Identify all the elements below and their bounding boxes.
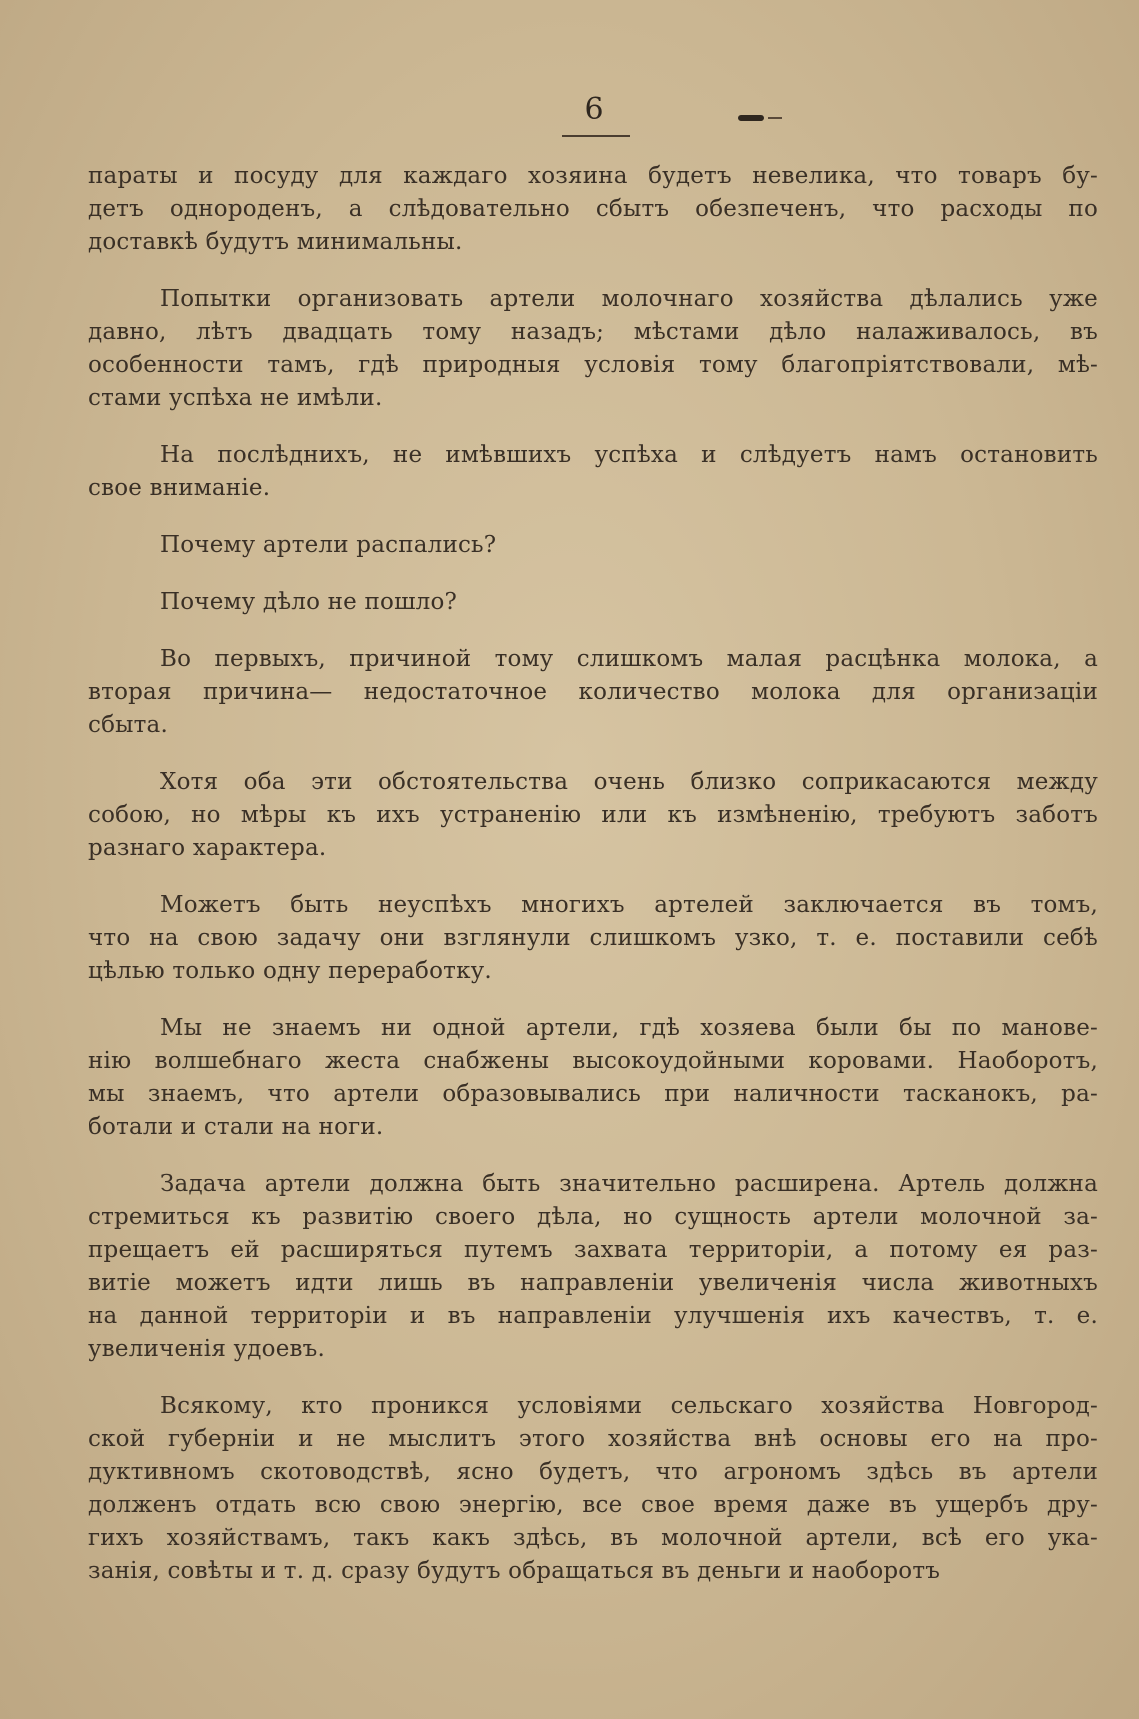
text-line: гихъ хозяйствамъ, такъ какъ здѣсь, въ молочной артели, всѣ его ука- [88, 1525, 1098, 1551]
text-line: Хотя оба эти обстоятельства очень близко соприкасаются между [160, 769, 1098, 795]
paragraph [88, 766, 1098, 865]
paragraph [88, 1012, 1098, 1144]
text-line: дуктивномъ скотоводствѣ, ясно будетъ, что агрономъ здѣсь въ артели [88, 1459, 1098, 1485]
printer-ornament-icon [738, 115, 764, 121]
paragraph [88, 586, 1098, 619]
text-line: мы знаемъ, что артели образовывались при наличности тасканокъ, ра- [88, 1081, 1098, 1107]
text-line: особенности тамъ, гдѣ природныя условія тому благопріятствовали, мѣ- [88, 352, 1098, 378]
text-line: на данной территоріи и въ направленіи улучшенія ихъ качествъ, т. е. [88, 1303, 1098, 1329]
paragraph [88, 160, 1098, 259]
text-line: параты и посуду для каждаго хозяина будетъ невелика, что товаръ бу- [88, 163, 1098, 189]
paragraph [88, 889, 1098, 988]
printer-ornament-tail [768, 117, 782, 119]
page-number: 6 [584, 92, 604, 127]
text-line: давно, лѣтъ двадцать тому назадъ; мѣстами дѣло налаживалось, въ [88, 319, 1098, 345]
text-line: свое вниманіе. [88, 475, 271, 501]
text-line: вторая причина— недостаточное количество молока для организаціи [88, 679, 1098, 705]
body-text [88, 160, 1098, 1612]
text-line: стремиться къ развитію своего дѣла, но сущность артели молочной за- [88, 1204, 1098, 1230]
text-line: сбыта. [88, 712, 168, 738]
text-line: увеличенія удоевъ. [88, 1336, 326, 1362]
text-line: ботали и стали на ноги. [88, 1114, 384, 1140]
text-line: Во первыхъ, причиной тому слишкомъ малая расцѣнка молока, а [160, 646, 1098, 672]
text-line: собою, но мѣры къ ихъ устраненію или къ измѣненію, требуютъ заботъ [88, 802, 1098, 828]
text-line: доставкѣ будутъ минимальны. [88, 229, 463, 255]
paragraph [88, 283, 1098, 415]
text-line: занія, совѣты и т. д. сразу будутъ обращаться въ деньги и наоборотъ [88, 1558, 941, 1584]
text-line: Почему дѣло не пошло? [160, 589, 458, 615]
text-line: нію волшебнаго жеста снабжены высокоудойными коровами. Наоборотъ, [88, 1048, 1098, 1074]
text-line: Всякому, кто проникся условіями сельскаго хозяйства Новгород- [160, 1393, 1098, 1419]
paragraph [88, 1168, 1098, 1366]
paragraph [88, 529, 1098, 562]
text-line: витіе можетъ идти лишь въ направленіи увеличенія числа животныхъ [88, 1270, 1098, 1296]
text-line: Задача артели должна быть значительно расширена. Артель должна [160, 1171, 1098, 1197]
page-header [0, 92, 1139, 142]
text-line: прещаетъ ей расширяться путемъ захвата территоріи, а потому ея раз- [88, 1237, 1098, 1263]
text-line: детъ однороденъ, а слѣдовательно сбытъ обезпеченъ, что расходы по [88, 196, 1098, 222]
text-line: Почему артели распались? [160, 532, 497, 558]
text-line: Мы не знаемъ ни одной артели, гдѣ хозяева были бы по манове- [160, 1015, 1098, 1041]
text-line: долженъ отдать всю свою энергію, все свое время даже въ ущербъ дру- [88, 1492, 1098, 1518]
text-line: На послѣднихъ, не имѣвшихъ успѣха и слѣдуетъ намъ остановить [160, 442, 1098, 468]
paragraph [88, 1390, 1098, 1588]
page-number-underline [562, 135, 630, 137]
text-line: разнаго характера. [88, 835, 327, 861]
text-line: стами успѣха не имѣли. [88, 385, 383, 411]
text-line: Попытки организовать артели молочнаго хозяйства дѣлались уже [160, 286, 1098, 312]
text-line: ской губерніи и не мыслитъ этого хозяйства внѣ основы его на про- [88, 1426, 1098, 1452]
paragraph [88, 643, 1098, 742]
text-line: цѣлью только одну переработку. [88, 958, 492, 984]
text-line: что на свою задачу они взглянули слишкомъ узко, т. е. поставили себѣ [88, 925, 1098, 951]
paragraph [88, 439, 1098, 505]
text-line: Можетъ быть неуспѣхъ многихъ артелей заключается въ томъ, [160, 892, 1098, 918]
